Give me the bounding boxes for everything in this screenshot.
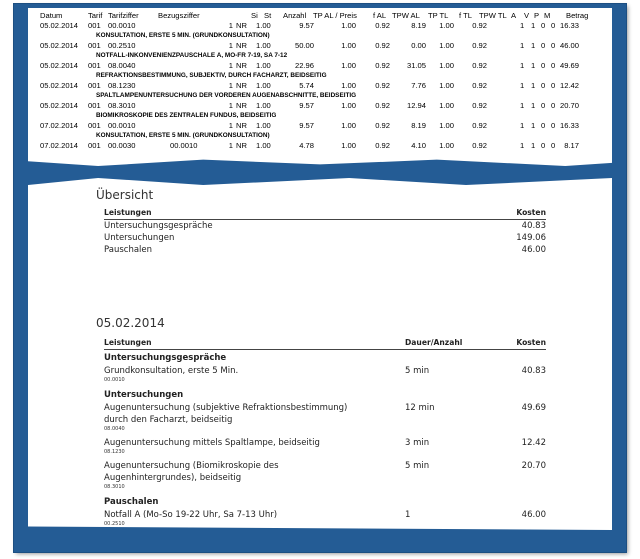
invoice-cell-tarif: 001: [88, 41, 101, 50]
invoice-cell-anzahl: 1.00: [256, 61, 271, 70]
invoice-col-header: St: [264, 11, 272, 20]
invoice-cell-tptl: 8.19: [411, 121, 426, 130]
invoice-cell-tarif: 001: [88, 121, 101, 130]
invoice-col-header: f AL: [373, 11, 387, 20]
invoice-cell-ziffer: 00.0010: [108, 121, 136, 130]
invoice-cell-st: NR: [236, 61, 247, 70]
invoice-header-row: [30, 11, 610, 21]
invoice-cell-tpwal: 0.92: [375, 101, 390, 110]
overview-header: [104, 207, 546, 219]
invoice-cell-si: 1: [228, 41, 233, 50]
invoice-cell-anzahl: 1.00: [256, 141, 271, 150]
invoice-col-header: f TL: [459, 11, 472, 20]
overview-col-kosten: Kosten: [516, 208, 546, 217]
invoice-cell-tpal: 9.57: [299, 101, 314, 110]
invoice-cell-tpwal: 0.92: [375, 81, 390, 90]
invoice-cell-betrag: 20.70: [559, 101, 579, 110]
day-table: [104, 336, 546, 527]
invoice-cell-v: 1: [531, 81, 536, 90]
invoice-cell-tpwal: 0.92: [375, 141, 390, 150]
invoice-cell-anzahl: 1.00: [256, 21, 271, 30]
invoice-cell-ziffer: 00.0030: [108, 141, 136, 150]
invoice-description: NOTFALL-INKONVENIENZPAUSCHALE A, MO-FR 7-19, SA 7-12: [96, 52, 288, 59]
service-dauer: 3 min: [405, 438, 430, 448]
invoice-cell-betrag: 16.33: [559, 121, 579, 130]
invoice-col-header: TP AL / Preis: [313, 11, 357, 20]
service-row: [104, 460, 546, 495]
invoice-cell-a: 1: [520, 61, 525, 70]
service-kosten: 20.70: [521, 461, 546, 471]
service-label: Augenuntersuchung (subjektive Refraktionsbestimmung) durch den Facharzt, beidseitig: [104, 403, 348, 425]
invoice-cell-si: 1: [228, 81, 233, 90]
invoice-cell-betrag: 16.33: [559, 21, 579, 30]
overview-value: 46.00: [521, 245, 546, 255]
invoice-cell-ziffer: 08.0040: [108, 61, 136, 70]
service-label: Notfall A (Mo-So 19-22 Uhr, Sa 7-13 Uhr): [104, 510, 278, 520]
service-code: 00.0010: [104, 377, 125, 383]
invoice-description: REFRAKTIONSBESTIMMUNG, SUBJEKTIV, DURCH FACHARZT, BEIDSEITIG: [96, 72, 327, 79]
invoice-cell-p: 0: [541, 101, 546, 110]
invoice-cell-tpwal: 0.92: [375, 21, 390, 30]
service-code: 08.3010: [104, 484, 125, 490]
invoice-cell-st: NR: [236, 81, 247, 90]
invoice-col-header: TP TL: [428, 11, 449, 20]
invoice-cell-ftl: 1.00: [439, 61, 454, 70]
invoice-cell-bezug: 00.0010: [170, 141, 198, 150]
invoice-cell-fal: 1.00: [341, 101, 356, 110]
invoice-cell-tpal: 4.78: [299, 141, 314, 150]
overview-label: Untersuchungsgespräche: [104, 221, 213, 231]
invoice-col-header: Datum: [40, 11, 63, 20]
invoice-cell-anzahl: 1.00: [256, 41, 271, 50]
overview-col-leistungen: Leistungen: [104, 208, 152, 217]
invoice-row-description: [30, 91, 610, 101]
day-col-leistungen: Leistungen: [104, 338, 152, 347]
invoice-cell-ziffer: 00.0010: [108, 21, 136, 30]
invoice-cell-st: NR: [236, 21, 247, 30]
service-kosten: 49.69: [521, 403, 546, 413]
invoice-cell-a: 1: [520, 121, 525, 130]
invoice-cell-a: 1: [520, 21, 525, 30]
invoice-cell-st: NR: [236, 121, 247, 130]
invoice-col-header: M: [544, 11, 551, 20]
overview-row: [104, 232, 546, 244]
service-dauer: 5 min: [405, 366, 430, 376]
service-dauer: 1: [405, 510, 411, 520]
invoice-col-header: TPW TL: [479, 11, 507, 20]
service-code: 08.1230: [104, 449, 125, 455]
invoice-cell-tpal: 9.57: [299, 21, 314, 30]
invoice-row: [30, 101, 610, 111]
invoice-cell-ziffer: 08.1230: [108, 81, 136, 90]
service-label: Augenuntersuchung (Biomikroskopie des Augenhintergrundes), beidseitig: [104, 461, 279, 483]
invoice-cell-tptl: 4.10: [411, 141, 426, 150]
invoice-cell-ftl: 1.00: [439, 81, 454, 90]
invoice-col-header: V: [524, 11, 530, 20]
day-col-kosten: Kosten: [516, 338, 546, 347]
invoice-cell-st: NR: [236, 41, 247, 50]
service-dauer: 5 min: [405, 461, 430, 471]
invoice-cell-ftl: 1.00: [439, 121, 454, 130]
invoice-cell-v: 1: [531, 141, 536, 150]
invoice-cell-tptl: 31.05: [406, 61, 426, 70]
invoice-cell-m: 0: [551, 21, 556, 30]
day-col-dauer: Dauer/Anzahl: [405, 338, 463, 347]
invoice-cell-tarif: 001: [88, 81, 101, 90]
invoice-row: [30, 121, 610, 131]
service-kosten: 12.42: [521, 438, 546, 448]
invoice-row: [30, 81, 610, 91]
invoice-cell-m: 0: [551, 101, 556, 110]
invoice-row: [30, 61, 610, 71]
invoice-cell-p: 0: [541, 81, 546, 90]
invoice-cell-datum: 07.02.2014: [40, 121, 79, 130]
invoice-description: KONSULTATION, ERSTE 5 MIN. (GRUNDKONSULTATION): [96, 32, 270, 39]
service-label: Grundkonsultation, erste 5 Min.: [104, 366, 239, 376]
invoice-cell-datum: 05.02.2014: [40, 21, 79, 30]
day-header: [104, 336, 546, 348]
overview-value: 149.06: [516, 233, 546, 243]
invoice-col-header: TPW AL: [392, 11, 420, 20]
invoice-cell-v: 1: [531, 21, 536, 30]
overview-row: [104, 220, 546, 232]
invoice-cell-v: 1: [531, 41, 536, 50]
invoice-col-header: P: [534, 11, 540, 20]
service-kosten: 40.83: [521, 366, 546, 376]
invoice-cell-tpwal: 0.92: [375, 41, 390, 50]
invoice-cell-a: 1: [520, 101, 525, 110]
invoice-cell-ftl: 1.00: [439, 101, 454, 110]
invoice-cell-p: 0: [541, 141, 546, 150]
invoice-cell-betrag: 12.42: [559, 81, 579, 90]
invoice-cell-anzahl: 1.00: [256, 101, 271, 110]
invoice-cell-tpwtl: 0.92: [472, 101, 487, 110]
invoice-cell-tptl: 12.94: [406, 101, 426, 110]
service-row: [104, 402, 546, 437]
invoice-cell-m: 0: [551, 41, 556, 50]
invoice-cell-tpal: 9.57: [299, 121, 314, 130]
invoice-cell-st: NR: [236, 101, 247, 110]
invoice-cell-tpwtl: 0.92: [472, 81, 487, 90]
invoice-col-header: Tarifziffer: [108, 11, 139, 20]
invoice-cell-ziffer: 00.2510: [108, 41, 136, 50]
invoice-col-header: Bezugsziffer: [158, 11, 200, 20]
invoice-table: [30, 11, 610, 151]
invoice-cell-p: 0: [541, 121, 546, 130]
invoice-cell-tpwtl: 0.92: [472, 121, 487, 130]
invoice-cell-tarif: 001: [88, 101, 101, 110]
invoice-cell-ftl: 1.00: [439, 41, 454, 50]
invoice-cell-ziffer: 08.3010: [108, 101, 136, 110]
invoice-cell-si: 1: [228, 121, 233, 130]
service-label: Augenuntersuchung mittels Spaltlampe, beidseitig: [104, 438, 320, 448]
invoice-cell-a: 1: [520, 81, 525, 90]
overview-title: Übersicht: [96, 188, 154, 202]
invoice-cell-m: 0: [551, 81, 556, 90]
invoice-row-description: [30, 31, 610, 41]
invoice-cell-m: 0: [551, 61, 556, 70]
service-row: [104, 365, 546, 388]
group-title: Pauschalen: [104, 497, 159, 507]
invoice-col-header: A: [511, 11, 517, 20]
invoice-cell-betrag: 8.17: [564, 141, 579, 150]
service-code: 00.2510: [104, 521, 125, 527]
invoice-cell-si: 1: [228, 101, 233, 110]
invoice-row-description: [30, 71, 610, 81]
invoice-cell-datum: 05.02.2014: [40, 61, 79, 70]
invoice-description: KONSULTATION, ERSTE 5 MIN. (GRUNDKONSULTATION): [96, 132, 270, 139]
group-title: Untersuchungen: [104, 390, 184, 400]
invoice-cell-tpwtl: 0.92: [472, 61, 487, 70]
invoice-cell-a: 1: [520, 41, 525, 50]
invoice-cell-m: 0: [551, 121, 556, 130]
invoice-cell-tptl: 8.19: [411, 21, 426, 30]
overview-row: [104, 244, 546, 256]
invoice-cell-tarif: 001: [88, 21, 101, 30]
invoice-row: [30, 21, 610, 31]
invoice-cell-v: 1: [531, 61, 536, 70]
invoice-cell-tpwtl: 0.92: [472, 21, 487, 30]
service-code: 08.0040: [104, 426, 125, 432]
invoice-cell-si: 1: [228, 141, 233, 150]
invoice-col-header: Anzahl: [283, 11, 307, 20]
invoice-col-header: Si: [251, 11, 258, 20]
invoice-description: SPALTLAMPENUNTERSUCHUNG DER VORDEREN AUGENABSCHNITTE, BEIDSEITIG: [96, 92, 357, 99]
invoice-cell-fal: 1.00: [341, 41, 356, 50]
invoice-cell-a: 1: [520, 141, 525, 150]
overview-label: Pauschalen: [104, 245, 153, 255]
invoice-cell-anzahl: 1.00: [256, 81, 271, 90]
invoice-col-header: Betrag: [566, 11, 589, 20]
invoice-cell-tpwal: 0.92: [375, 121, 390, 130]
invoice-cell-tpwtl: 0.92: [472, 41, 487, 50]
day-header-divider: [104, 349, 546, 350]
invoice-cell-datum: 05.02.2014: [40, 101, 79, 110]
service-row: [104, 509, 546, 532]
invoice-row: [30, 141, 610, 151]
invoice-cell-tpal: 50.00: [294, 41, 314, 50]
invoice-cell-betrag: 49.69: [559, 61, 579, 70]
invoice-cell-tpal: 22.96: [294, 61, 314, 70]
service-row: [104, 437, 546, 460]
invoice-cell-v: 1: [531, 121, 536, 130]
invoice-cell-p: 0: [541, 41, 546, 50]
invoice-cell-fal: 1.00: [341, 81, 356, 90]
invoice-row-description: [30, 51, 610, 61]
service-dauer: 12 min: [405, 403, 435, 413]
invoice-cell-p: 0: [541, 61, 546, 70]
invoice-row-description: [30, 111, 610, 121]
invoice-row: [30, 41, 610, 51]
invoice-cell-ftl: 1.00: [439, 141, 454, 150]
invoice-cell-tptl: 0.00: [411, 41, 426, 50]
invoice-cell-m: 0: [551, 141, 556, 150]
invoice-cell-datum: 05.02.2014: [40, 41, 79, 50]
service-kosten: 46.00: [521, 510, 546, 520]
invoice-cell-fal: 1.00: [341, 141, 356, 150]
invoice-cell-tpwal: 0.92: [375, 61, 390, 70]
day-date: 05.02.2014: [96, 316, 165, 330]
invoice-cell-tptl: 7.76: [411, 81, 426, 90]
invoice-cell-tpal: 5.74: [299, 81, 314, 90]
invoice-cell-anzahl: 1.00: [256, 121, 271, 130]
invoice-cell-tarif: 001: [88, 141, 101, 150]
overview-label: Untersuchungen: [104, 233, 175, 243]
invoice-cell-betrag: 46.00: [559, 41, 579, 50]
invoice-cell-si: 1: [228, 61, 233, 70]
invoice-description: BIOMIKROSKOPIE DES ZENTRALEN FUNDUS, BEIDSEITIG: [96, 112, 277, 119]
invoice-cell-datum: 07.02.2014: [40, 141, 79, 150]
invoice-col-header: Tarif: [88, 11, 103, 20]
invoice-cell-p: 0: [541, 21, 546, 30]
invoice-row-description: [30, 131, 610, 141]
invoice-cell-fal: 1.00: [341, 61, 356, 70]
invoice-cell-tarif: 001: [88, 61, 101, 70]
invoice-cell-fal: 1.00: [341, 121, 356, 130]
overview-table: [104, 207, 546, 255]
invoice-cell-tpwtl: 0.92: [472, 141, 487, 150]
overview-value: 40.83: [521, 221, 546, 231]
invoice-cell-st: NR: [236, 141, 247, 150]
invoice-cell-ftl: 1.00: [439, 21, 454, 30]
invoice-cell-v: 1: [531, 101, 536, 110]
invoice-cell-si: 1: [228, 21, 233, 30]
group-title: Untersuchungsgespräche: [104, 353, 227, 363]
invoice-cell-datum: 05.02.2014: [40, 81, 79, 90]
invoice-cell-fal: 1.00: [341, 21, 356, 30]
